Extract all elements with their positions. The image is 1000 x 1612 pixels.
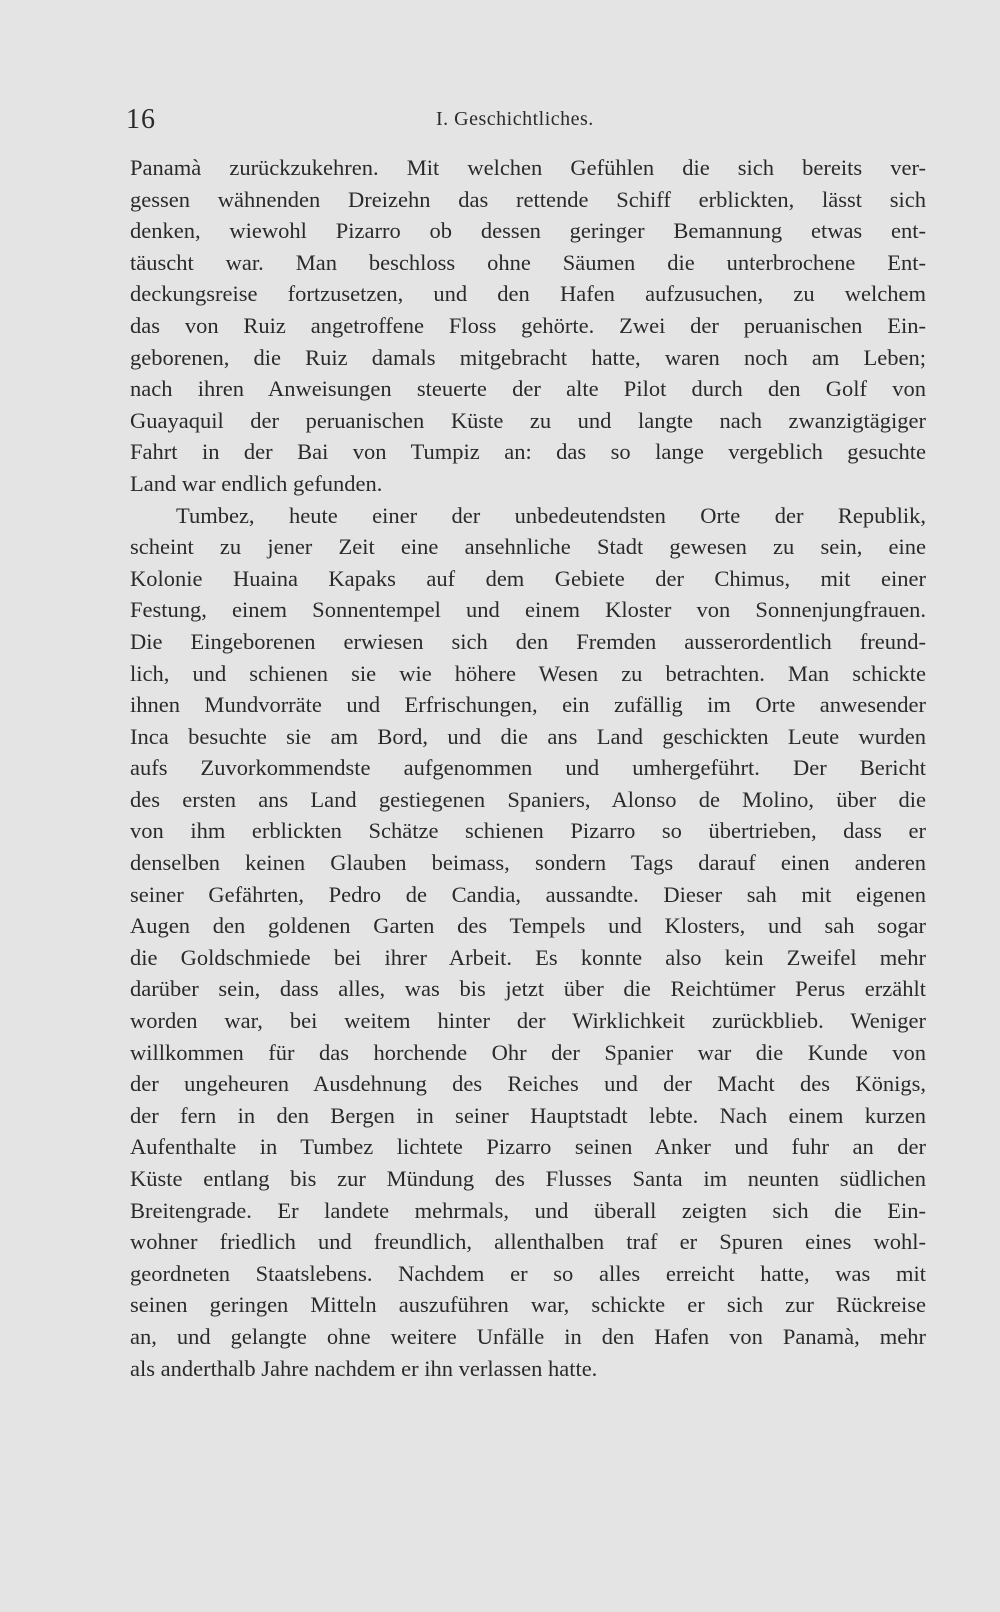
text-line: Augen den goldenen Garten des Tempels und Klosters, und sah sogar — [130, 913, 926, 939]
text-line: gessen wähnenden Dreizehn das rettende Schiff erblickten, lässt sich — [130, 186, 926, 212]
text-line: Die Eingeborenen erwiesen sich den Fremden ausserordentlich freund- — [130, 628, 926, 654]
text-line: seinen geringen Mitteln auszuführen war, schickte er sich zur Rückreise — [130, 1292, 926, 1318]
text-line: lich, und schienen sie wie höhere Wesen zu betrachten. Man schickte — [130, 660, 926, 686]
text-line: Breitengrade. Er landete mehrmals, und überall zeigten sich die Ein- — [130, 1197, 926, 1223]
paragraph-2 — [130, 500, 926, 1385]
text-line: willkommen für das horchende Ohr der Spanier war die Kunde von — [130, 1039, 926, 1065]
running-head: I. Geschichtliches. — [436, 108, 594, 130]
text-line: denselben keinen Glauben beimass, sondern Tags darauf einen anderen — [130, 850, 926, 876]
text-line: Land war endlich gefunden. — [130, 470, 383, 496]
text-line: denken, wiewohl Pizarro ob dessen geringer Bemannung etwas ent- — [130, 218, 926, 244]
text-line: wohner friedlich und freundlich, allenthalben traf er Spuren eines wohl- — [130, 1229, 926, 1255]
text-line: Kolonie Huaina Kapaks auf dem Gebiete der Chimus, mit einer — [130, 565, 926, 591]
text-line: Tumbez, heute einer der unbedeutendsten Orte der Republik, — [176, 502, 926, 528]
text-line: Inca besuchte sie am Bord, und die ans Land geschickten Leute wurden — [130, 723, 926, 749]
text-line: Küste entlang bis zur Mündung des Flusses Santa im neunten südlichen — [130, 1166, 926, 1191]
text-line: des ersten ans Land gestiegenen Spaniers, Alonso de Molino, über die — [130, 786, 926, 812]
text-line: geborenen, die Ruiz damals mitgebracht hatte, waren noch am Leben; — [130, 344, 926, 370]
text-line: Aufenthalte in Tumbez lichtete Pizarro seinen Anker und fuhr an der — [130, 1134, 926, 1160]
page-header — [126, 104, 926, 144]
text-line: das von Ruiz angetroffene Floss gehörte. Zwei der peruanischen Ein- — [130, 312, 926, 338]
text-line: geordneten Staatslebens. Nachdem er so alles erreicht hatte, was mit — [130, 1260, 926, 1286]
text-line: darüber sein, dass alles, was bis jetzt über die Reichtümer Perus erzählt — [130, 976, 926, 1002]
page-number: 16 — [126, 104, 156, 135]
text-line: Guayaquil der peruanischen Küste zu und langte nach zwanzigtägiger — [130, 407, 926, 433]
text-line: die Goldschmiede bei ihrer Arbeit. Es konnte also kein Zweifel mehr — [130, 944, 926, 970]
text-line: Fahrt in der Bai von Tumpiz an: das so lange vergeblich gesuchte — [130, 439, 926, 465]
text-line: als anderthalb Jahre nachdem er ihn verlassen hatte. — [130, 1355, 598, 1381]
paragraph-1 — [130, 152, 926, 500]
text-line: seiner Gefährten, Pedro de Candia, aussandte. Dieser sah mit eigenen — [130, 881, 926, 907]
text-line: von ihm erblickten Schätze schienen Pizarro so übertrieben, dass er — [130, 818, 926, 844]
text-line: der ungeheuren Ausdehnung des Reiches und der Macht des Königs, — [130, 1071, 926, 1097]
text-line: nach ihren Anweisungen steuerte der alte Pilot durch den Golf von — [130, 376, 926, 402]
text-line: aufs Zuvorkommendste aufgenommen und umhergeführt. Der Bericht — [130, 755, 926, 781]
text-line: der fern in den Bergen in seiner Hauptstadt lebte. Nach einem kurzen — [130, 1102, 926, 1128]
text-line: ihnen Mundvorräte und Erfrischungen, ein zufällig im Orte anwesender — [130, 692, 926, 718]
text-line: scheint zu jener Zeit eine ansehnliche Stadt gewesen zu sein, eine — [130, 534, 926, 560]
text-line: täuscht war. Man beschloss ohne Säumen die unterbrochene Ent- — [130, 249, 926, 275]
text-line: Panamà zurückzukehren. Mit welchen Gefühlen die sich bereits ver- — [130, 155, 926, 180]
text-line: an, und gelangte ohne weitere Unfälle in den Hafen von Panamà, mehr — [130, 1323, 926, 1349]
body-text — [130, 152, 926, 1384]
text-line: worden war, bei weitem hinter der Wirklichkeit zurückblieb. Weniger — [130, 1008, 926, 1034]
text-line: Festung, einem Sonnentempel und einem Kloster von Sonnenjungfrauen. — [130, 597, 926, 623]
text-line: deckungsreise fortzusetzen, und den Hafen aufzusuchen, zu welchem — [130, 281, 926, 307]
